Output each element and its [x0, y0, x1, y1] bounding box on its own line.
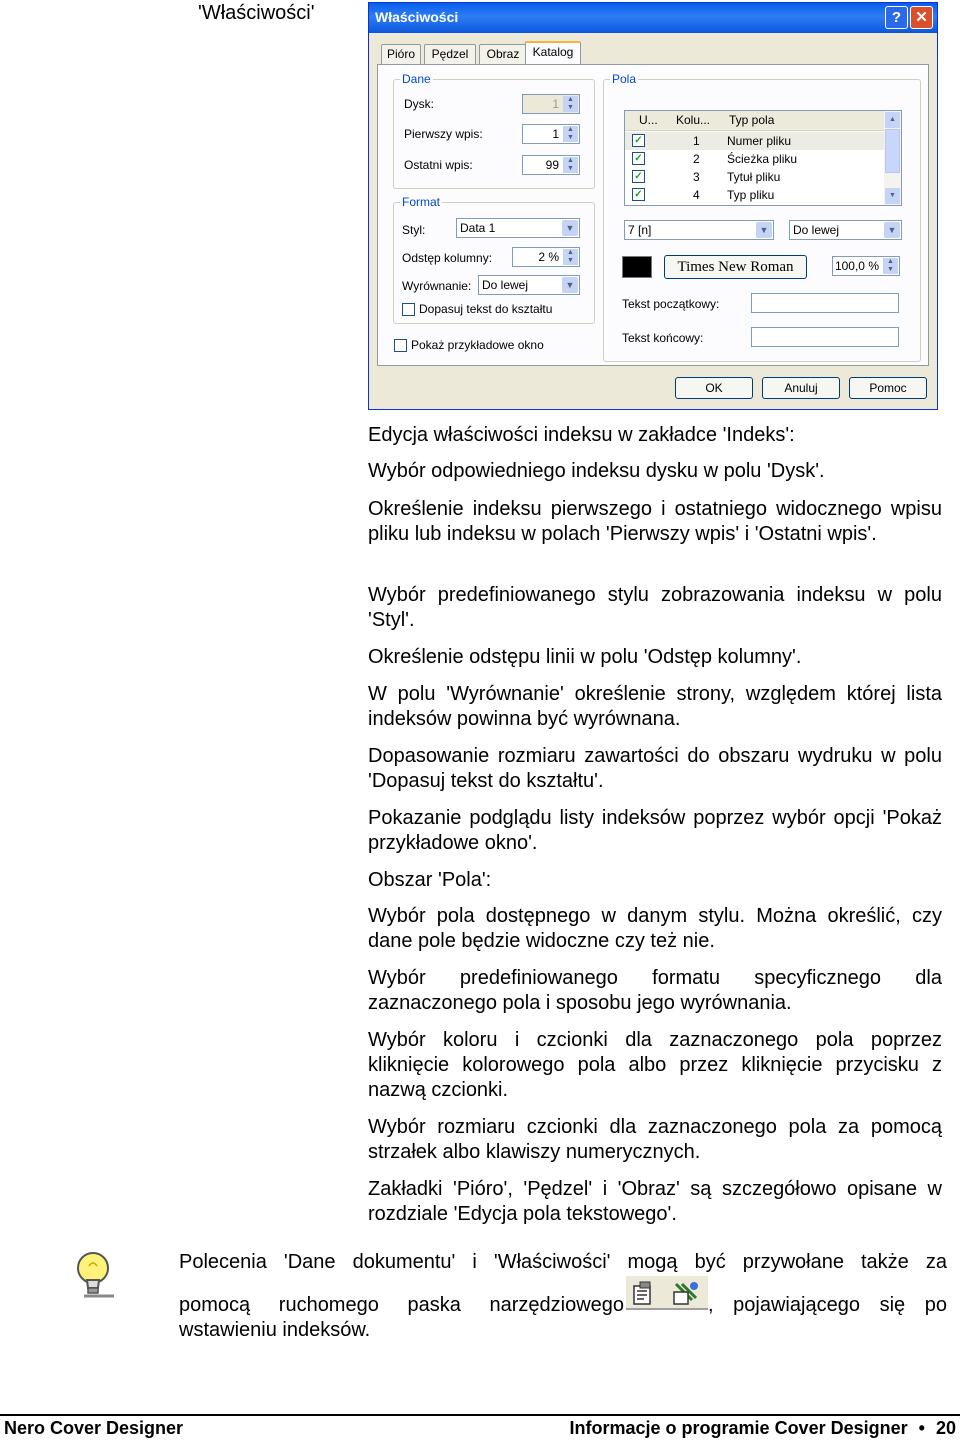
fields-list-header	[625, 111, 885, 131]
spin-arrows-icon: ▲ ▼	[563, 96, 578, 112]
footer-chapter: Informacje o programie Cover Designer	[569, 1418, 908, 1438]
footer-bullet: •	[918, 1418, 925, 1438]
group-format-title: Format	[402, 195, 441, 209]
anuluj-button[interactable]: Anuluj	[762, 377, 840, 399]
group-dane	[393, 72, 595, 189]
tab-pedzel[interactable]: Pędzel	[424, 44, 476, 64]
list-item[interactable]	[625, 168, 885, 186]
paragraph: Pokazanie podglądu listy indeksów poprzez wybór opcji 'Pokaż przykładowe okno'.	[368, 807, 942, 854]
field-format-select[interactable]	[624, 220, 774, 240]
color-swatch[interactable]	[622, 256, 652, 278]
field-visible-checkbox[interactable]: ✓	[632, 170, 645, 183]
chevron-down-icon: ▼	[756, 222, 772, 238]
pomoc-button[interactable]: Pomoc	[849, 377, 927, 399]
odstep-value: 2 %	[538, 250, 559, 264]
dysk-value: 1	[552, 97, 559, 111]
paragraph: Obszar 'Pola':	[368, 869, 492, 891]
field-number: 4	[693, 188, 700, 202]
dialog-titlebar	[369, 3, 937, 33]
paragraph: Wybór rozmiaru czcionki dla zaznaczonego pola za pomocą strzałek albo klawiszy numerycznych.	[368, 1116, 942, 1163]
pokaz-checkbox[interactable]	[394, 339, 407, 352]
styl-label: Styl:	[402, 223, 426, 237]
field-number: 3	[693, 170, 700, 184]
spin-arrows-icon: ▲ ▼	[563, 126, 578, 142]
tab-obraz[interactable]: Obraz	[479, 44, 527, 64]
dopasuj-label: Dopasuj tekst do kształtu	[419, 302, 553, 316]
paragraph: W polu 'Wyrównanie' określenie strony, względem której lista indeksów powinna być wyrównana.	[368, 683, 942, 730]
page-number: 20	[935, 1418, 956, 1438]
paragraph: Określenie odstępu linii w polu 'Odstęp kolumny'.	[368, 646, 802, 668]
ostatni-wpis-value: 99	[545, 158, 559, 172]
dysk-spinner[interactable]	[522, 94, 580, 114]
floating-toolbar	[626, 1276, 708, 1310]
font-size-spinner[interactable]	[832, 256, 900, 276]
list-item[interactable]	[625, 132, 885, 150]
spin-arrows-icon: ▲ ▼	[883, 258, 898, 274]
field-type: Typ pliku	[727, 188, 775, 202]
pierwszy-wpis-value: 1	[552, 127, 559, 141]
wyrownanie-label: Wyrównanie:	[402, 279, 472, 293]
odstep-spinner[interactable]	[512, 247, 580, 267]
toolbar-icons-image	[626, 1276, 708, 1310]
ostatni-wpis-label: Ostatni wpis:	[404, 158, 473, 172]
pokaz-label: Pokaż przykładowe okno	[411, 338, 544, 352]
properties-dialog	[368, 2, 938, 410]
group-pola	[603, 72, 921, 362]
field-number: 2	[693, 152, 700, 166]
chevron-down-icon: ▼	[562, 220, 578, 236]
wyrownanie-value: Do lewej	[482, 278, 529, 292]
group-format	[393, 195, 595, 324]
list-item[interactable]	[625, 186, 885, 204]
chevron-down-icon[interactable]: ▼	[885, 188, 900, 204]
group-pola-title: Pola	[612, 72, 637, 86]
field-number: 1	[693, 134, 700, 148]
tip-line-1: Polecenia 'Dane dokumentu' i 'Właściwości' mogą być przywołane także za	[179, 1251, 947, 1273]
paragraph: Wybór predefiniowanego stylu zobrazowania indeksu w polu 'Styl'.	[368, 584, 942, 631]
paragraph: Wybór koloru i czcionki dla zaznaczonego pola poprzez kliknięcie kolorowego pola albo przez kliknięcie przycisku z nazwą czcionki.	[368, 1029, 942, 1101]
scroll-thumb[interactable]	[885, 129, 900, 173]
ok-button[interactable]: OK	[675, 377, 753, 399]
pierwszy-wpis-label: Pierwszy wpis:	[404, 127, 483, 141]
close-button[interactable]: ✕	[910, 6, 933, 29]
footer-right	[570, 1418, 956, 1439]
fields-scrollbar[interactable]	[884, 111, 901, 205]
tab-katalog[interactable]: Katalog	[525, 41, 581, 65]
tab-pioro[interactable]: Pióro	[381, 44, 421, 64]
column-header-kolumna[interactable]: Kolu...	[676, 113, 711, 127]
column-header-u[interactable]: U...	[639, 113, 658, 127]
fields-list[interactable]	[624, 110, 902, 206]
paragraph: Dopasowanie rozmiaru zawartości do obszaru wydruku w polu 'Dopasuj tekst do kształtu'.	[368, 745, 942, 792]
field-align-value: Do lewej	[793, 223, 840, 237]
help-button[interactable]: ?	[885, 6, 908, 29]
paragraph: Wybór pola dostępnego w danym stylu. Można określić, czy dane pole będzie widoczne czy też nie.	[368, 905, 942, 952]
chevron-up-icon[interactable]: ▲	[885, 112, 900, 128]
paragraph: Wybór predefiniowanego formatu specyficznego dla zaznaczonego pola i sposobu jego wyrównania.	[368, 967, 942, 1014]
dysk-label: Dysk:	[404, 97, 434, 111]
dopasuj-checkbox[interactable]	[402, 303, 415, 316]
dialog-title: Właściwości	[375, 9, 459, 25]
list-item[interactable]	[625, 150, 885, 168]
field-visible-checkbox[interactable]: ✓	[632, 152, 645, 165]
field-align-select[interactable]	[789, 220, 902, 240]
field-type: Numer pliku	[727, 134, 792, 148]
spin-arrows-icon: ▲ ▼	[563, 157, 578, 173]
field-visible-checkbox[interactable]: ✓	[632, 134, 645, 147]
tekst-poczatkowy-label: Tekst początkowy:	[622, 297, 720, 311]
chevron-down-icon: ▼	[884, 222, 900, 238]
tekst-koncowy-label: Tekst końcowy:	[622, 331, 704, 345]
paragraph: Wybór odpowiedniego indeksu dysku w polu 'Dysk'.	[368, 460, 825, 482]
field-type: Ścieżka pliku	[727, 152, 798, 166]
paragraph: Określenie indeksu pierwszego i ostatniego widocznego wpisu pliku lub indeksu w polach 'Pierwszy wpis' i 'Ostatni wpis'.	[368, 498, 942, 545]
paragraph: Zakładki 'Pióro', 'Pędzel' i 'Obraz' są szczegółowo opisane w rozdziale 'Edycja pola tekstowego'.	[368, 1178, 942, 1225]
lightbulb-icon	[72, 1248, 118, 1300]
side-label: 'Właściwości'	[198, 2, 315, 24]
tip-line-2-end: , pojawiającego się po	[708, 1294, 947, 1316]
tip-line-2-start: pomocą ruchomego paska narzędziowego	[179, 1294, 624, 1316]
tab-panel	[377, 64, 929, 366]
styl-value: Data 1	[460, 221, 496, 235]
ostatni-wpis-spinner[interactable]	[522, 155, 580, 175]
footer-divider	[0, 1414, 960, 1416]
field-visible-checkbox[interactable]: ✓	[632, 188, 645, 201]
odstep-label: Odstęp kolumny:	[402, 251, 493, 265]
tekst-koncowy-input[interactable]	[751, 327, 899, 347]
field-type: Tytuł pliku	[727, 170, 781, 184]
footer-left: Nero Cover Designer	[4, 1418, 184, 1438]
paragraph: Edycja właściwości indeksu w zakładce 'Indeks':	[368, 424, 795, 446]
spin-arrows-icon: ▲ ▼	[563, 249, 578, 265]
chevron-down-icon: ▼	[562, 277, 578, 293]
font-size-value: 100,0 %	[834, 259, 879, 273]
column-header-typ-pola[interactable]: Typ pola	[729, 113, 775, 127]
styl-select[interactable]	[456, 218, 580, 238]
field-format-value: 7 [n]	[628, 223, 652, 237]
wyrownanie-select[interactable]	[478, 275, 580, 295]
font-button[interactable]: Times New Roman	[664, 255, 807, 279]
pierwszy-wpis-spinner[interactable]	[522, 124, 580, 144]
tekst-poczatkowy-input[interactable]	[751, 293, 899, 313]
group-dane-title: Dane	[402, 72, 431, 86]
tip-line-3: wstawieniu indeksów.	[179, 1319, 371, 1341]
